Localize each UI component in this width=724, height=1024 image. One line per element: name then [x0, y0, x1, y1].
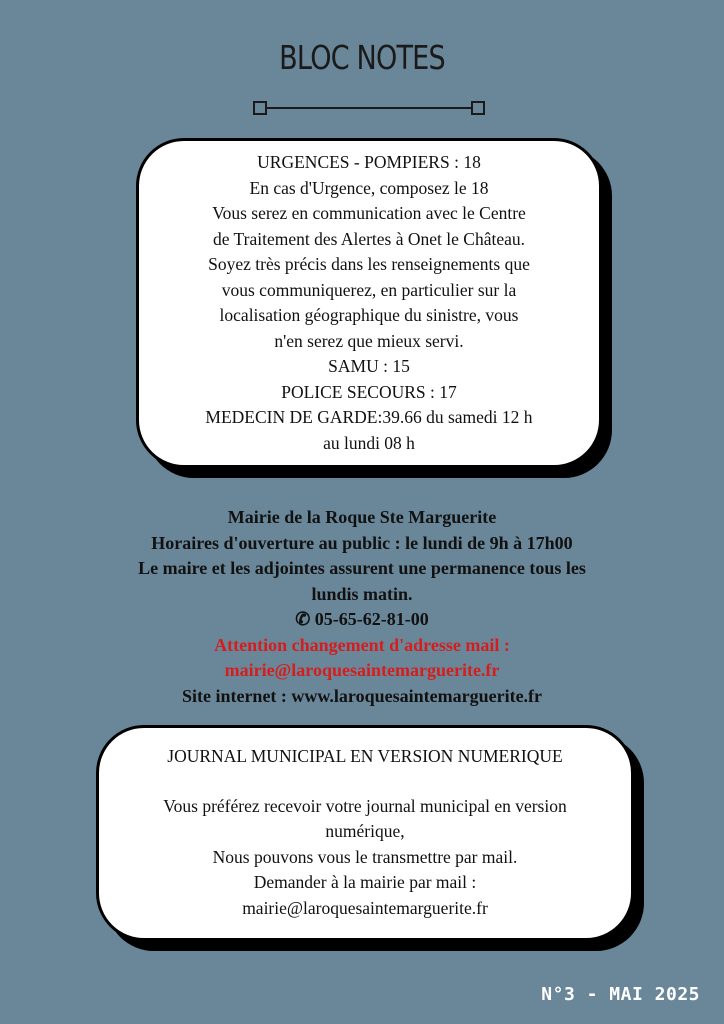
issue-footer: N°3 - MAI 2025	[541, 984, 700, 1005]
emergency-line: localisation géographique du sinistre, vous	[219, 305, 519, 325]
emergency-line: POLICE SECOURS : 17	[281, 381, 457, 402]
page-title: BLOC NOTES	[279, 38, 445, 77]
mairie-permanence: lundis matin.	[311, 583, 413, 604]
email-change-notice: Attention changement d'adresse mail :	[214, 634, 510, 655]
journal-line: Vous préférez recevoir votre journal municipal en version	[163, 795, 567, 816]
mairie-phone: ✆ 05-65-62-81-00	[295, 609, 429, 629]
journal-line: Nous pouvons vous le transmettre par mail.	[212, 846, 518, 867]
mairie-name: Mairie de la Roque Ste Marguerite	[227, 507, 497, 527]
journal-email-link[interactable]: mairie@laroquesaintemarguerite.fr	[242, 897, 488, 918]
emergency-line: En cas d'Urgence, composez le 18	[249, 177, 489, 198]
mairie-hours: Horaires d'ouverture au public : le lundi de 9h à 17h00	[151, 532, 573, 553]
journal-line: Demander à la mairie par mail :	[253, 872, 477, 892]
mairie-email-link[interactable]: mairie@laroquesaintemarguerite.fr	[224, 660, 500, 680]
journal-line: numérique,	[325, 821, 405, 841]
title-divider	[253, 100, 485, 116]
emergency-line: au lundi 08 h	[323, 432, 415, 453]
emergency-line: Soyez très précis dans les renseignements que	[208, 254, 530, 274]
emergency-line: MEDECIN DE GARDE:39.66 du samedi 12 h	[205, 407, 533, 427]
mairie-info	[40, 505, 684, 709]
emergency-line: Vous serez en communication avec le Centre	[212, 203, 526, 223]
emergency-line: URGENCES - POMPIERS : 18	[257, 152, 481, 172]
emergency-line: SAMU : 15	[328, 356, 410, 376]
emergency-card	[136, 138, 602, 468]
mairie-permanence: Le maire et les adjointes assurent une permanence tous les	[138, 558, 586, 578]
emergency-line: de Traitement des Alertes à Onet le Château.	[212, 228, 525, 249]
mairie-website[interactable]: Site internet : www.laroquesaintemarguerite.fr	[181, 685, 543, 706]
emergency-line: n'en serez que mieux servi.	[274, 330, 464, 351]
journal-card	[96, 725, 634, 941]
emergency-line: vous communiquerez, en particulier sur la	[221, 279, 517, 300]
journal-heading: JOURNAL MUNICIPAL EN VERSION NUMERIQUE	[167, 746, 563, 766]
